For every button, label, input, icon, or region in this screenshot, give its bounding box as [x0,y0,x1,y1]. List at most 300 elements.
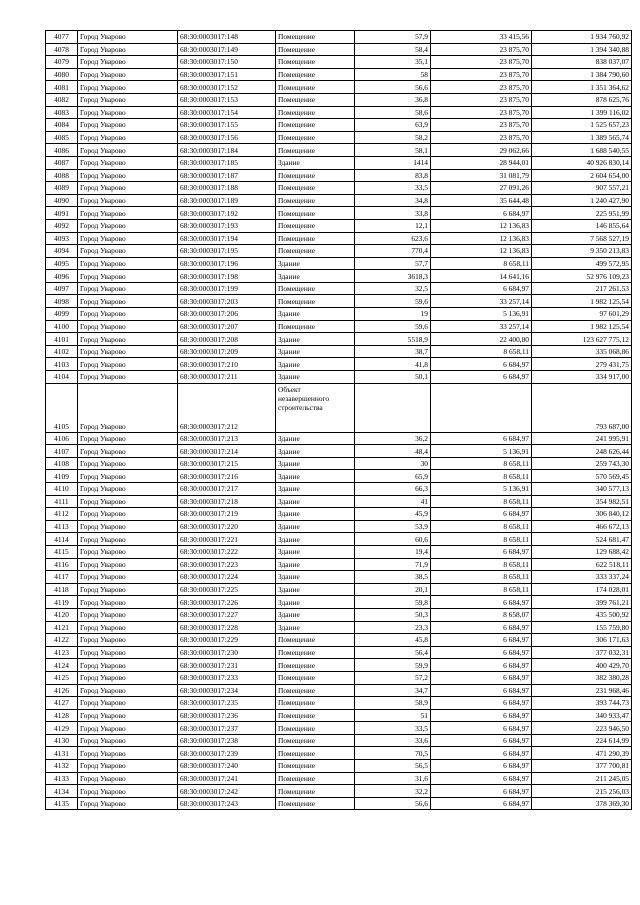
cadastral-value-cell: 1 240 427,90 [532,194,632,207]
area-cell: 59,9 [355,659,431,672]
row-number-cell: 4117 [46,571,78,584]
cadastral-number-cell: 68:30:0003017:221 [178,533,276,546]
unit-value-cell: 5 136,91 [431,483,532,496]
table-row [46,684,632,697]
cadastral-value-cell: 334 917,00 [532,371,632,384]
unit-value-cell: 8 658,11 [431,520,532,533]
cadastral-value-cell: 9 350 213,83 [532,245,632,258]
object-type-cell: Помещение [276,785,355,798]
unit-value-cell: 23 875,70 [431,119,532,132]
area-cell: 83,8 [355,169,431,182]
unit-value-cell: 6 684,97 [431,709,532,722]
cadastral-number-cell: 68:30:0003017:156 [178,131,276,144]
unit-value-cell: 12 136,83 [431,245,532,258]
row-number-cell: 4084 [46,119,78,132]
locality-cell: Город Уварово [78,533,178,546]
row-number-cell: 4097 [46,282,78,295]
object-type-cell: Помещение [276,320,355,333]
area-cell: 31,6 [355,772,431,785]
table-row [46,747,632,760]
table-row [46,295,632,308]
cadastral-number-cell: 68:30:0003017:215 [178,457,276,470]
table-row [46,697,632,710]
unit-value-cell: 8 658,11 [431,558,532,571]
object-type-cell: Помещение [276,194,355,207]
cadastral-number-cell: 68:30:0003017:236 [178,709,276,722]
unit-value-cell: 14 641,16 [431,270,532,283]
object-type-cell: Здание [276,495,355,508]
cadastral-value-cell: 52 976 109,23 [532,270,632,283]
locality-cell: Город Уварово [78,182,178,195]
area-cell: 19 [355,308,431,321]
cadastral-number-cell: 68:30:0003017:235 [178,697,276,710]
row-number-cell: 4080 [46,68,78,81]
area-cell: 58 [355,68,431,81]
locality-cell: Город Уварово [78,232,178,245]
area-cell: 58,1 [355,144,431,157]
cadastral-value-cell: 231 968,46 [532,684,632,697]
cadastral-value-cell: 306 171,63 [532,634,632,647]
locality-cell: Город Уварово [78,671,178,684]
unit-value-cell: 12 136,83 [431,232,532,245]
table-row [46,119,632,132]
area-cell: 59,6 [355,295,431,308]
unit-value-cell: 6 684,97 [431,671,532,684]
cadastral-value-cell: 570 569,45 [532,470,632,483]
cadastral-number-cell: 68:30:0003017:219 [178,508,276,521]
cadastral-value-cell: 217 261,53 [532,282,632,295]
unit-value-cell: 33 257,14 [431,320,532,333]
area-cell: 56,6 [355,81,431,94]
row-number-cell: 4122 [46,634,78,647]
locality-cell: Город Уварово [78,445,178,458]
table-row [46,760,632,773]
row-number-cell: 4133 [46,772,78,785]
table-row [46,772,632,785]
unit-value-cell: 6 684,97 [431,797,532,810]
area-cell: 20,1 [355,583,431,596]
unit-value-cell: 33 257,14 [431,295,532,308]
table-row [46,520,632,533]
cadastral-value-cell: 838 037,07 [532,56,632,69]
unit-value-cell: 6 684,97 [431,684,532,697]
locality-cell: Город Уварово [78,760,178,773]
unit-value-cell: 6 684,97 [431,358,532,371]
row-number-cell: 4086 [46,144,78,157]
row-number-cell: 4104 [46,371,78,384]
object-type-cell: Здание [276,483,355,496]
row-number-cell: 4095 [46,257,78,270]
table-row [46,671,632,684]
locality-cell: Город Уварово [78,634,178,647]
unit-value-cell: 28 944,01 [431,156,532,169]
unit-value-cell: 6 684,97 [431,659,532,672]
table-row [46,345,632,358]
locality-cell: Город Уварово [78,383,178,432]
cadastral-number-cell: 68:30:0003017:220 [178,520,276,533]
object-type-cell: Здание [276,545,355,558]
object-type-cell: Здание [276,308,355,321]
area-cell: 38,7 [355,345,431,358]
cadastral-value-cell: 1 934 760,92 [532,31,632,44]
locality-cell: Город Уварово [78,697,178,710]
unit-value-cell: 23 875,70 [431,56,532,69]
locality-cell: Город Уварово [78,432,178,445]
cadastral-value-cell: 223 946,50 [532,722,632,735]
table-row [46,797,632,810]
table-row [46,144,632,157]
table-row [46,31,632,44]
cadastral-value-cell: 215 256,03 [532,785,632,798]
cadastral-value-cell: 335 068,86 [532,345,632,358]
unit-value-cell [431,383,532,432]
area-cell: 32,2 [355,785,431,798]
unit-value-cell: 23 875,70 [431,106,532,119]
cadastral-value-cell: 225 951,99 [532,207,632,220]
unit-value-cell: 22 400,80 [431,333,532,346]
locality-cell: Город Уварово [78,219,178,232]
unit-value-cell: 6 684,97 [431,697,532,710]
row-number-cell: 4121 [46,621,78,634]
unit-value-cell: 6 684,97 [431,621,532,634]
cadastral-number-cell: 68:30:0003017:231 [178,659,276,672]
row-number-cell: 4099 [46,308,78,321]
locality-cell: Город Уварово [78,646,178,659]
unit-value-cell: 8 658,11 [431,533,532,546]
area-cell: 63,9 [355,119,431,132]
cadastral-number-cell: 68:30:0003017:224 [178,571,276,584]
cadastral-number-cell: 68:30:0003017:203 [178,295,276,308]
cadastral-value-cell: 1 688 540,55 [532,144,632,157]
row-number-cell: 4120 [46,608,78,621]
table-row [46,734,632,747]
cadastral-number-cell: 68:30:0003017:198 [178,270,276,283]
area-cell: 58,6 [355,106,431,119]
cadastral-value-cell: 1 982 125,54 [532,320,632,333]
cadastral-number-cell: 68:30:0003017:223 [178,558,276,571]
object-type-cell: Помещение [276,245,355,258]
row-number-cell: 4124 [46,659,78,672]
area-cell: 5518,9 [355,333,431,346]
table-row [46,245,632,258]
area-cell: 57,2 [355,671,431,684]
locality-cell: Город Уварово [78,596,178,609]
unit-value-cell: 27 091,26 [431,182,532,195]
area-cell: 19,4 [355,545,431,558]
locality-cell: Город Уварово [78,508,178,521]
table-row [46,182,632,195]
table-row [46,608,632,621]
object-type-cell: Здание [276,533,355,546]
object-type-cell: Помещение [276,119,355,132]
locality-cell: Город Уварово [78,56,178,69]
cadastral-number-cell: 68:30:0003017:152 [178,81,276,94]
area-cell: 57,7 [355,257,431,270]
area-cell: 71,9 [355,558,431,571]
unit-value-cell: 23 875,70 [431,131,532,144]
cadastral-number-cell: 68:30:0003017:239 [178,747,276,760]
cadastral-value-cell: 1 525 657,23 [532,119,632,132]
locality-cell: Город Уварово [78,131,178,144]
cadastral-number-cell: 68:30:0003017:209 [178,345,276,358]
table-row [46,508,632,521]
object-type-cell: Здание [276,571,355,584]
object-type-cell: Помещение [276,106,355,119]
unit-value-cell: 31 081,79 [431,169,532,182]
cadastral-value-cell: 377 032,31 [532,646,632,659]
cadastral-number-cell: 68:30:0003017:196 [178,257,276,270]
cadastral-value-cell: 211 245,05 [532,772,632,785]
object-type-cell: Помещение [276,772,355,785]
locality-cell: Город Уварово [78,282,178,295]
row-number-cell: 4112 [46,508,78,521]
object-type-cell: Здание [276,508,355,521]
cadastral-number-cell: 68:30:0003017:193 [178,219,276,232]
locality-cell: Город Уварово [78,156,178,169]
table-row [46,270,632,283]
cadastral-number-cell: 68:30:0003017:208 [178,333,276,346]
area-cell: 3618,3 [355,270,431,283]
object-type-cell: Помещение [276,56,355,69]
locality-cell: Город Уварово [78,722,178,735]
locality-cell: Город Уварово [78,772,178,785]
cadastral-value-cell: 466 672,13 [532,520,632,533]
cadastral-value-cell: 907 557,21 [532,182,632,195]
area-cell: 70,5 [355,747,431,760]
row-number-cell: 4088 [46,169,78,182]
table-row [46,709,632,722]
cadastral-value-cell: 393 744,73 [532,697,632,710]
table-row [46,533,632,546]
table-row [46,495,632,508]
unit-value-cell: 29 062,66 [431,144,532,157]
cadastral-number-cell: 68:30:0003017:243 [178,797,276,810]
unit-value-cell: 8 658,07 [431,608,532,621]
cadastral-number-cell: 68:30:0003017:240 [178,760,276,773]
row-number-cell: 4101 [46,333,78,346]
row-number-cell: 4096 [46,270,78,283]
row-number-cell: 4106 [46,432,78,445]
object-type-cell: Здание [276,470,355,483]
cadastral-value-cell: 400 429,70 [532,659,632,672]
row-number-cell: 4103 [46,358,78,371]
locality-cell: Город Уварово [78,621,178,634]
locality-cell: Город Уварово [78,358,178,371]
unit-value-cell: 8 658,11 [431,457,532,470]
row-number-cell: 4082 [46,93,78,106]
area-cell: 23,3 [355,621,431,634]
row-number-cell: 4129 [46,722,78,735]
cadastral-number-cell: 68:30:0003017:227 [178,608,276,621]
table-row [46,596,632,609]
locality-cell: Город Уварово [78,207,178,220]
cadastral-value-cell: 123 627 775,12 [532,333,632,346]
object-type-cell: Помещение [276,697,355,710]
table-row [46,194,632,207]
unit-value-cell: 6 684,97 [431,760,532,773]
cadastral-number-cell: 68:30:0003017:218 [178,495,276,508]
unit-value-cell: 6 684,97 [431,282,532,295]
area-cell: 35,1 [355,56,431,69]
table-row [46,634,632,647]
cadastral-value-cell: 377 700,81 [532,760,632,773]
locality-cell: Город Уварово [78,747,178,760]
object-type-cell: Здание [276,608,355,621]
area-cell: 32,5 [355,282,431,295]
unit-value-cell: 6 684,97 [431,371,532,384]
cadastral-value-cell: 793 687,00 [532,383,632,432]
table-row [46,169,632,182]
row-number-cell: 4092 [46,219,78,232]
cadastral-value-cell: 248 626,44 [532,445,632,458]
row-number-cell: 4127 [46,697,78,710]
table-row [46,358,632,371]
object-type-cell: Здание [276,371,355,384]
cadastral-value-cell: 2 604 654,00 [532,169,632,182]
row-number-cell: 4113 [46,520,78,533]
object-type-cell: Помещение [276,671,355,684]
area-cell: 36,2 [355,432,431,445]
row-number-cell: 4108 [46,457,78,470]
table-row [46,445,632,458]
locality-cell: Город Уварово [78,308,178,321]
cadastral-number-cell: 68:30:0003017:155 [178,119,276,132]
table-row [46,722,632,735]
locality-cell: Город Уварово [78,709,178,722]
row-number-cell: 4083 [46,106,78,119]
unit-value-cell: 6 684,97 [431,545,532,558]
locality-cell: Город Уварово [78,371,178,384]
cadastral-number-cell: 68:30:0003017:226 [178,596,276,609]
cadastral-number-cell: 68:30:0003017:192 [178,207,276,220]
unit-value-cell: 6 684,97 [431,747,532,760]
object-type-cell: Помещение [276,219,355,232]
cadastral-value-cell: 878 625,76 [532,93,632,106]
area-cell: 65,9 [355,470,431,483]
object-type-cell: Помещение [276,68,355,81]
locality-cell: Город Уварово [78,345,178,358]
cadastral-number-cell: 68:30:0003017:150 [178,56,276,69]
cadastral-value-cell: 174 028,01 [532,583,632,596]
locality-cell: Город Уварово [78,43,178,56]
object-type-cell: Помещение [276,144,355,157]
locality-cell: Город Уварово [78,571,178,584]
unit-value-cell: 8 658,11 [431,583,532,596]
cadastral-value-cell: 333 337,24 [532,571,632,584]
area-cell: 36,8 [355,93,431,106]
object-type-cell: Помещение [276,207,355,220]
table-row [46,483,632,496]
cadastral-number-cell: 68:30:0003017:228 [178,621,276,634]
table-row [46,43,632,56]
locality-cell: Город Уварово [78,257,178,270]
object-type-cell: Здание [276,270,355,283]
area-cell: 50,1 [355,371,431,384]
unit-value-cell: 12 136,83 [431,219,532,232]
area-cell: 33,8 [355,207,431,220]
cadastral-value-cell: 259 743,30 [532,457,632,470]
cadastral-number-cell: 68:30:0003017:195 [178,245,276,258]
locality-cell: Город Уварово [78,734,178,747]
locality-cell: Город Уварово [78,483,178,496]
cadastral-number-cell: 68:30:0003017:212 [178,383,276,432]
table-row [46,257,632,270]
cadastral-number-cell: 68:30:0003017:207 [178,320,276,333]
cadastral-number-cell: 68:30:0003017:151 [178,68,276,81]
object-type-cell: Помещение [276,182,355,195]
row-number-cell: 4078 [46,43,78,56]
unit-value-cell: 23 875,70 [431,68,532,81]
cadastral-number-cell: 68:30:0003017:210 [178,358,276,371]
cadastral-number-cell: 68:30:0003017:185 [178,156,276,169]
table-row [46,571,632,584]
object-type-cell: Помещение [276,43,355,56]
locality-cell: Город Уварово [78,295,178,308]
cadastral-value-cell: 499 572,95 [532,257,632,270]
cadastral-value-cell: 40 926 830,14 [532,156,632,169]
unit-value-cell: 35 644,48 [431,194,532,207]
row-number-cell: 4105 [46,383,78,432]
row-number-cell: 4077 [46,31,78,44]
area-cell: 59,6 [355,320,431,333]
area-cell: 41 [355,495,431,508]
locality-cell: Город Уварово [78,659,178,672]
area-cell: 33,5 [355,722,431,735]
cadastral-number-cell: 68:30:0003017:153 [178,93,276,106]
table-row [46,68,632,81]
table-row [46,282,632,295]
object-type-cell: Помещение [276,31,355,44]
row-number-cell: 4130 [46,734,78,747]
table-row [46,219,632,232]
cadastral-number-cell: 68:30:0003017:225 [178,583,276,596]
cadastral-value-cell: 378 369,30 [532,797,632,810]
cadastral-number-cell: 68:30:0003017:222 [178,545,276,558]
area-cell: 30 [355,457,431,470]
locality-cell: Город Уварово [78,106,178,119]
cadastral-number-cell: 68:30:0003017:184 [178,144,276,157]
object-type-cell: Помещение [276,634,355,647]
area-cell: 34,8 [355,194,431,207]
locality-cell: Город Уварово [78,81,178,94]
unit-value-cell: 6 684,97 [431,772,532,785]
cadastral-value-cell: 399 761,21 [532,596,632,609]
row-number-cell: 4093 [46,232,78,245]
row-number-cell: 4102 [46,345,78,358]
area-cell: 53,9 [355,520,431,533]
area-cell: 58,2 [355,131,431,144]
area-cell: 623,6 [355,232,431,245]
object-type-cell: Помещение [276,232,355,245]
area-cell: 48,4 [355,445,431,458]
unit-value-cell: 8 658,11 [431,495,532,508]
unit-value-cell: 23 875,70 [431,93,532,106]
cadastral-value-cell: 1 389 565,74 [532,131,632,144]
locality-cell: Город Уварово [78,169,178,182]
area-cell: 1414 [355,156,431,169]
area-cell: 33,5 [355,182,431,195]
locality-cell: Город Уварово [78,93,178,106]
unit-value-cell: 6 684,97 [431,508,532,521]
table-row [46,308,632,321]
cadastral-value-cell: 435 500,92 [532,608,632,621]
table-row [46,659,632,672]
row-number-cell: 4110 [46,483,78,496]
row-number-cell: 4085 [46,131,78,144]
locality-cell: Город Уварово [78,333,178,346]
cadastral-number-cell: 68:30:0003017:154 [178,106,276,119]
cadastral-number-cell: 68:30:0003017:187 [178,169,276,182]
